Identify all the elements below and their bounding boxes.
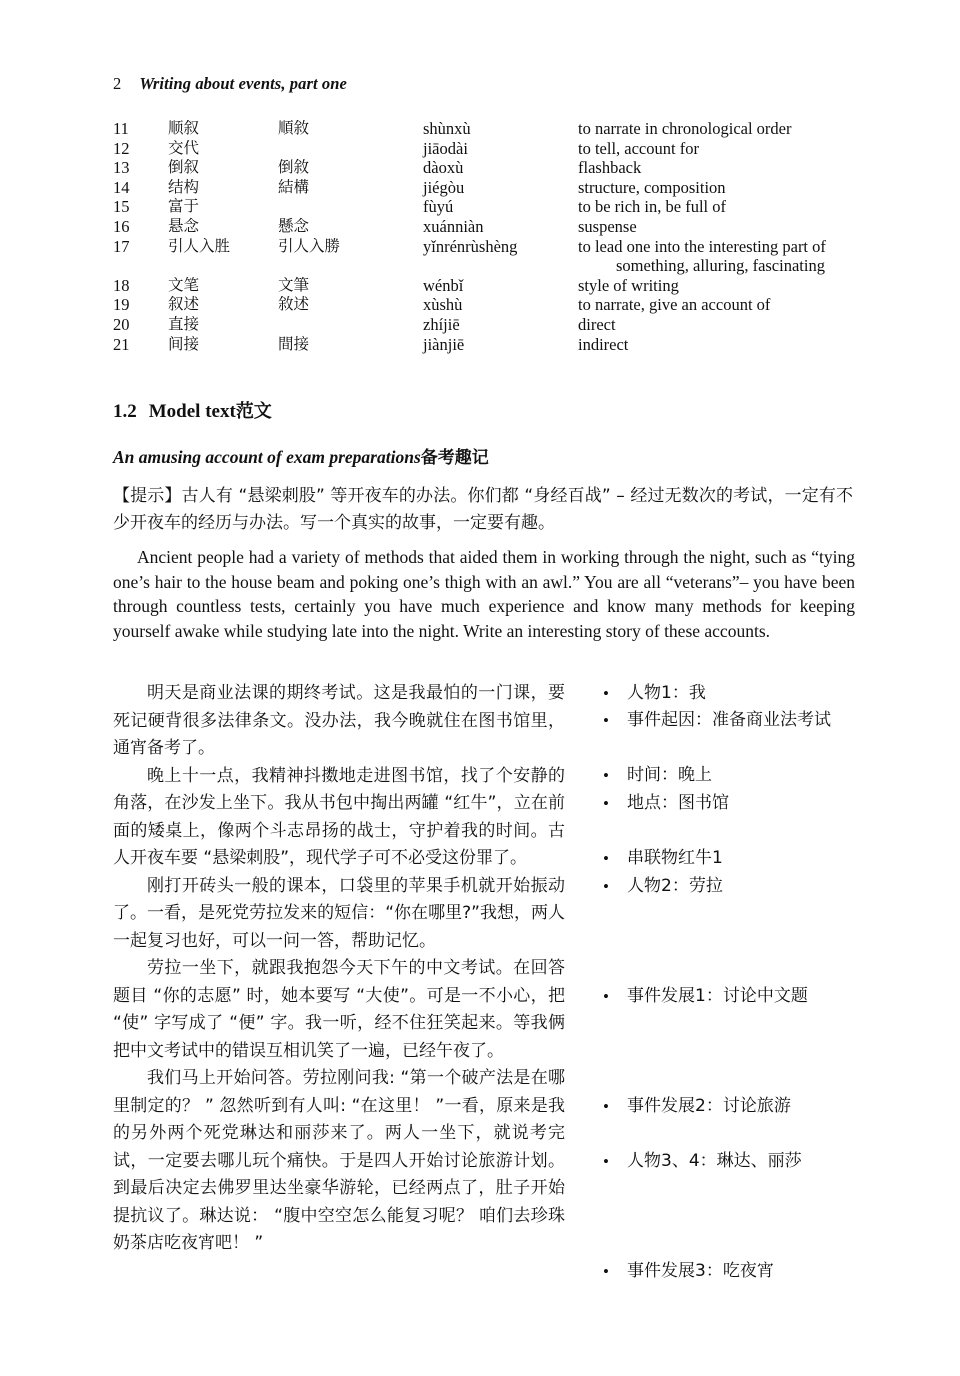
prompt-english: Ancient people had a variety of methods that aided them in working through the night, such as “tying one’s hair to the house beam and poking one’s thigh with an awl.” You are all “veterans”– you have been through countless tests, certainly you have much experience and know many methods for keeping yourself awake while studying late into the night. Write an interesting story of these accounts. (113, 547, 855, 641)
vocab-simp: 文笔 (168, 275, 200, 294)
vocab-eng (578, 295, 893, 315)
vocab-num: 15 (113, 197, 130, 217)
bullet-icon: • (603, 711, 609, 730)
vocab-trad (278, 315, 423, 335)
vocab-eng (578, 158, 893, 178)
prompt-chinese: 【提示】古人有 “悬梁刺股” 等开夜车的办法。你们都 “身经百战” – 经过无数次的考试，一定有不少开夜车的经历与办法。写一个真实的故事，一定要有趣。 (113, 486, 853, 533)
list-item (600, 790, 900, 818)
vocab-pin: xùshù (423, 295, 463, 315)
vocab-eng-line1: structure, composition (578, 177, 726, 197)
table-row (113, 119, 893, 139)
vocab-trad: 結構 (278, 177, 310, 196)
note-text: 事件起因：准备商业法考试 (627, 710, 831, 730)
vocab-simp: 富于 (168, 197, 200, 216)
vocab-simp: 顺叙 (168, 119, 200, 137)
vocab-trad: 懸念 (278, 216, 310, 235)
vocab-simp: 叙述 (168, 295, 200, 314)
vocab-simp: 倒叙 (168, 158, 200, 177)
list-item (600, 707, 900, 735)
vocab-num: 18 (113, 275, 130, 295)
vocab-trad (278, 197, 423, 217)
vocab-trad: 文筆 (278, 275, 310, 294)
vocab-eng-line1: to tell, account for (578, 138, 699, 158)
vocab-pin: xuánniàn (423, 216, 484, 236)
vocab-eng-line1: to be rich in, be full of (578, 197, 727, 217)
bullet-icon: • (603, 1097, 609, 1116)
vocab-eng-line2: something, alluring, fascinating (616, 256, 825, 276)
note-text: 时间：晚上 (627, 765, 712, 785)
bullet-icon: • (603, 766, 609, 785)
story-paragraph: 刚打开砖头一般的课本，口袋里的苹果手机就开始振动了。一看，是死党劳拉发来的短信：“你在哪里?”我想，两人一起复习也好，可以一问一答，帮助记忆。 (113, 875, 565, 951)
note-text: 人物3、4：琳达、丽莎 (627, 1151, 802, 1171)
vocab-eng-line1: suspense (578, 216, 637, 236)
vocab-pin: shùnxù (423, 119, 471, 138)
bullet-icon: • (603, 987, 609, 1006)
page-number: 2 (113, 74, 122, 93)
vocab-num: 16 (113, 216, 130, 236)
bullet-icon: • (603, 849, 609, 868)
vocab-simp: 结构 (168, 177, 200, 196)
note-text: 事件发展1：讨论中文题 (627, 986, 808, 1006)
vocab-trad: 順敘 (278, 119, 310, 137)
section-number: 1.2 (113, 401, 137, 422)
vocab-eng-line1: to lead one into the interesting part of (578, 236, 826, 256)
body-columns (113, 680, 893, 1300)
vocab-eng (578, 315, 893, 335)
vocab-pin: fùyú (423, 197, 454, 217)
note-text: 人物1：我 (627, 683, 706, 703)
vocab-eng (578, 119, 893, 139)
bullet-icon: • (603, 877, 609, 896)
table-row (113, 276, 893, 296)
table-row (113, 295, 893, 315)
vocab-num: 11 (113, 119, 129, 138)
vocab-pin: jiégòu (423, 177, 465, 197)
vocab-eng (578, 335, 893, 355)
list-item (600, 1148, 900, 1176)
vocabulary-table (113, 119, 893, 354)
vocab-pin: jiànjiē (423, 334, 465, 354)
vocab-num: 17 (113, 236, 130, 256)
vocab-simp: 交代 (168, 138, 200, 157)
list-item (600, 1093, 900, 1121)
list-item (600, 1258, 900, 1286)
bullet-icon: • (603, 794, 609, 813)
vocab-num: 13 (113, 158, 130, 178)
list-item (600, 873, 900, 901)
vocab-eng-line1: indirect (578, 334, 629, 354)
story-column (113, 680, 565, 1258)
vocab-trad: 敘述 (278, 295, 310, 314)
story-paragraph: 劳拉一坐下，就跟我抱怨今天下午的中文考试。在回答题目 “你的志愿” 时，她本要写 “大使”。可是一不小心，把 “使” 字写成了 “便” 字。我一听，经不住狂笑起来。等我俩把中文考试中的错误互相讥笑了一遍，已经午夜了。 (113, 958, 565, 1061)
story-paragraph: 我们马上开始问答。劳拉刚问我: “第一个破产法是在哪里制定的？ ” 忽然听到有人叫: “在这里！ ”一看，原来是我的另外两个死党琳达和丽莎来了。两人一坐下，就说考完试，一定要去哪儿玩个痛快。于是四人开始讨论旅游计划。到最后决定去佛罗里达坐豪华游轮，已经两点了，肚子开始提抗议了。琳达说： “腹中空空怎么能复习呢？ 咱们去珍珠奶茶店吃夜宵吧！ ” (113, 1068, 565, 1253)
bullet-icon: • (603, 1262, 609, 1281)
vocab-trad: 倒敘 (278, 158, 310, 177)
vocab-pin: jiāodài (423, 138, 468, 158)
section-heading (113, 397, 272, 423)
vocab-eng-line1: to narrate in chronological order (578, 119, 792, 138)
table-row (113, 158, 893, 178)
note-text: 事件发展3：吃夜宵 (627, 1261, 774, 1281)
model-title-en: An amusing account of exam preparations (113, 447, 421, 467)
section-title-cn: 范文 (235, 401, 272, 422)
table-row (113, 237, 893, 276)
vocab-trad (278, 139, 423, 159)
list-item (600, 983, 900, 1011)
vocab-pin: zhíjiē (423, 314, 460, 334)
vocab-trad: 引人入勝 (278, 236, 341, 255)
bullet-icon: • (603, 684, 609, 703)
running-head-title: Writing about events, part one (139, 74, 347, 93)
list-item (600, 762, 900, 790)
vocab-pin: wénbǐ (423, 275, 464, 295)
bullet-icon: • (603, 1152, 609, 1171)
table-row (113, 139, 893, 159)
table-row (113, 315, 893, 335)
note-text: 人物2：劳拉 (627, 876, 723, 896)
note-text: 地点：图书馆 (627, 793, 729, 813)
vocab-pin: yǐnrénrùshèng (423, 236, 518, 256)
vocab-simp: 悬念 (168, 216, 200, 235)
model-title-cn: 备考趣记 (420, 448, 489, 468)
vocab-eng-line1: style of writing (578, 275, 679, 295)
vocab-num: 20 (113, 314, 130, 334)
table-row (113, 178, 893, 198)
list-item (600, 845, 900, 873)
vocab-eng-line1: flashback (578, 158, 642, 178)
vocab-simp: 直接 (168, 314, 200, 333)
vocab-num: 14 (113, 177, 130, 197)
vocab-eng-line1: to narrate, give an account of (578, 295, 771, 315)
vocab-eng (578, 237, 893, 276)
table-row (113, 217, 893, 237)
table-row (113, 335, 893, 355)
vocabulary-table-body (113, 119, 893, 354)
running-head (113, 74, 347, 94)
story-paragraph: 明天是商业法课的期终考试。这是我最怕的一门课，要死记硬背很多法律条文。没办法，我今晚就住在图书馆里，通宵备考了。 (113, 683, 565, 758)
section-title-en: Model text (148, 401, 236, 422)
vocab-pin: dàoxù (423, 158, 464, 178)
note-text: 事件发展2：讨论旅游 (627, 1096, 791, 1116)
vocab-eng (578, 217, 893, 237)
vocab-eng (578, 178, 893, 198)
vocab-trad: 間接 (278, 334, 310, 353)
vocab-simp: 引人入胜 (168, 236, 231, 255)
vocab-eng (578, 276, 893, 296)
model-text-title (113, 443, 489, 468)
vocab-num: 12 (113, 138, 130, 158)
table-row (113, 197, 893, 217)
list-item (600, 680, 900, 708)
vocab-eng (578, 197, 893, 217)
vocab-num: 21 (113, 334, 130, 354)
vocab-eng-line1: direct (578, 314, 616, 334)
vocab-simp: 间接 (168, 334, 200, 353)
story-paragraph: 晚上十一点，我精神抖擞地走进图书馆，找了个安静的角落，在沙发上坐下。我从书包中掏出两罐 “红牛”，立在前面的矮桌上，像两个斗志昂扬的战士，守护着我的时间。古人开夜车要 “悬梁刺股”，现代学子可不必受这份罪了。 (113, 765, 565, 868)
vocab-num: 19 (113, 295, 130, 315)
note-text: 串联物红牛1 (627, 848, 723, 868)
vocab-eng (578, 139, 893, 159)
